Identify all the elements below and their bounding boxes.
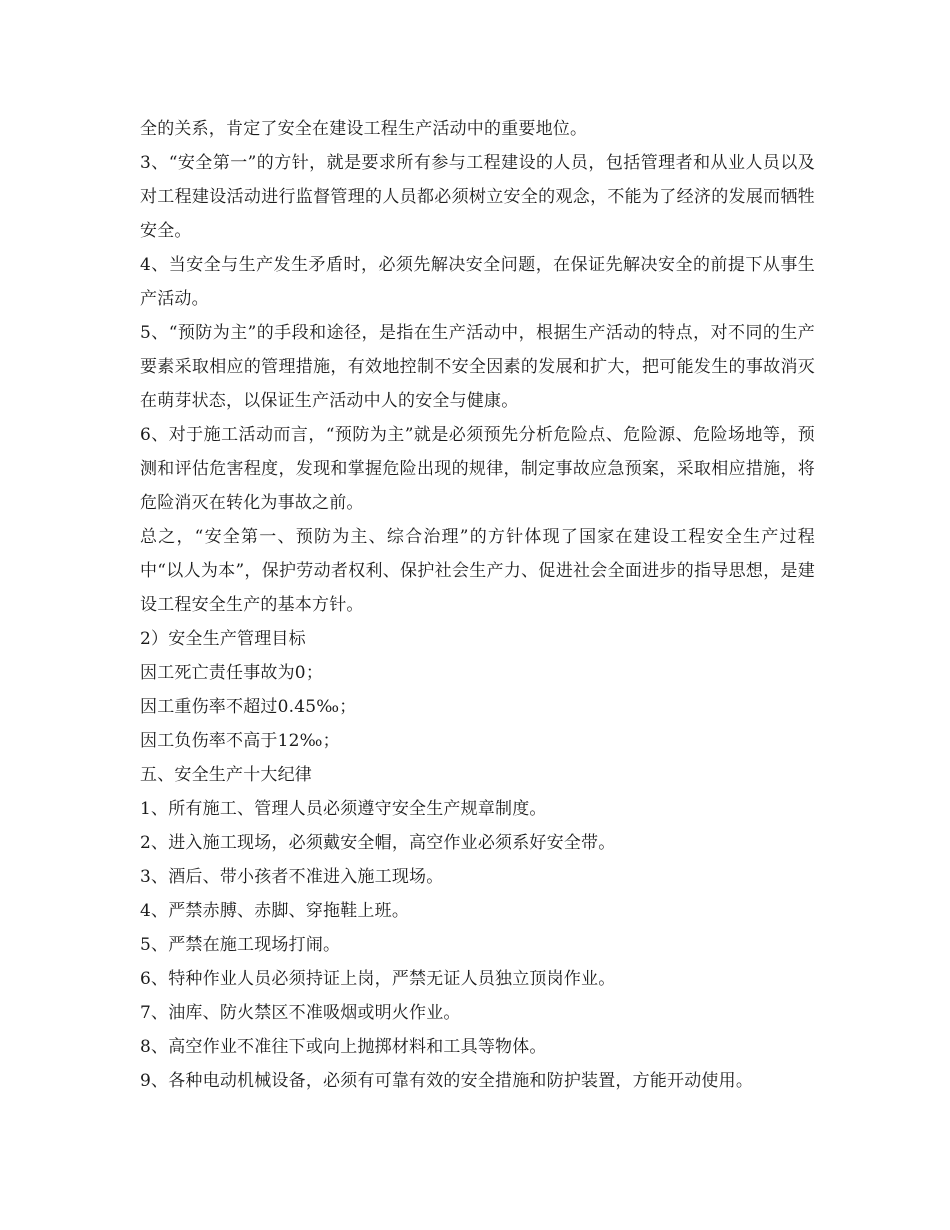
paragraph-point-4: 4、当安全与生产发生矛盾时，必须先解决安全问题，在保证先解决安全的前提下从事生产活动。 [140, 255, 815, 309]
section-heading-goals: 2）安全生产管理目标 [140, 629, 306, 649]
discipline-item-9: 9、各种电动机械设备，必须有可靠有效的安全措施和防护装置，方能开动使用。 [140, 1071, 754, 1091]
discipline-item-7: 7、油库、防火禁区不准吸烟或明火作业。 [140, 1003, 461, 1023]
paragraph-point-3: 3、“安全第一”的方针，就是要求所有参与工程建设的人员，包括管理者和从业人员以及对工程建设活动进行监督管理的人员都必须树立安全的观念，不能为了经济的发展而牺牲安全。 [140, 153, 815, 241]
discipline-item-3: 3、酒后、带小孩者不准进入施工现场。 [140, 867, 444, 887]
goal-item-serious-injury: 因工重伤率不超过0.45‰； [140, 697, 357, 717]
discipline-item-8: 8、高空作业不准往下或向上抛掷材料和工具等物体。 [140, 1037, 547, 1057]
discipline-item-6: 6、特种作业人员必须持证上岗，严禁无证人员独立顶岗作业。 [140, 969, 616, 989]
goal-item-injury: 因工负伤率不高于12‰； [140, 731, 340, 751]
discipline-item-4: 4、严禁赤膊、赤脚、穿拖鞋上班。 [140, 901, 410, 921]
paragraph-continuation: 全的关系，肯定了安全在建设工程生产活动中的重要地位。 [140, 119, 588, 139]
discipline-item-2: 2、进入施工现场，必须戴安全帽，高空作业必须系好安全带。 [140, 833, 616, 853]
paragraph-point-6: 6、对于施工活动而言，“预防为主”就是必须预先分析危险点、危险源、危险场地等，预测和评估危害程度，发现和掌握危险出现的规律，制定事故应急预案，采取相应措施，将危险消灭在转化为事故之前。 [140, 425, 815, 513]
paragraph-point-5: 5、“预防为主”的手段和途径，是指在生产活动中，根据生产活动的特点，对不同的生产要素采取相应的管理措施，有效地控制不安全因素的发展和扩大，把可能发生的事故消灭在萌芽状态，以保证生产活动中人的安全与健康。 [140, 323, 815, 411]
paragraph-summary: 总之，“安全第一、预防为主、综合治理”的方针体现了国家在建设工程安全生产过程中“以人为本”，保护劳动者权利、保护社会生产力、促进社会全面进步的指导思想，是建设工程安全生产的基本方针。 [140, 527, 815, 615]
section-heading-discipline: 五、安全生产十大纪律 [140, 765, 312, 785]
document-body [140, 112, 815, 1098]
goal-item-death: 因工死亡责任事故为0； [140, 663, 324, 683]
discipline-item-5: 5、严禁在施工现场打闹。 [140, 935, 341, 955]
discipline-item-1: 1、所有施工、管理人员必须遵守安全生产规章制度。 [140, 799, 547, 819]
